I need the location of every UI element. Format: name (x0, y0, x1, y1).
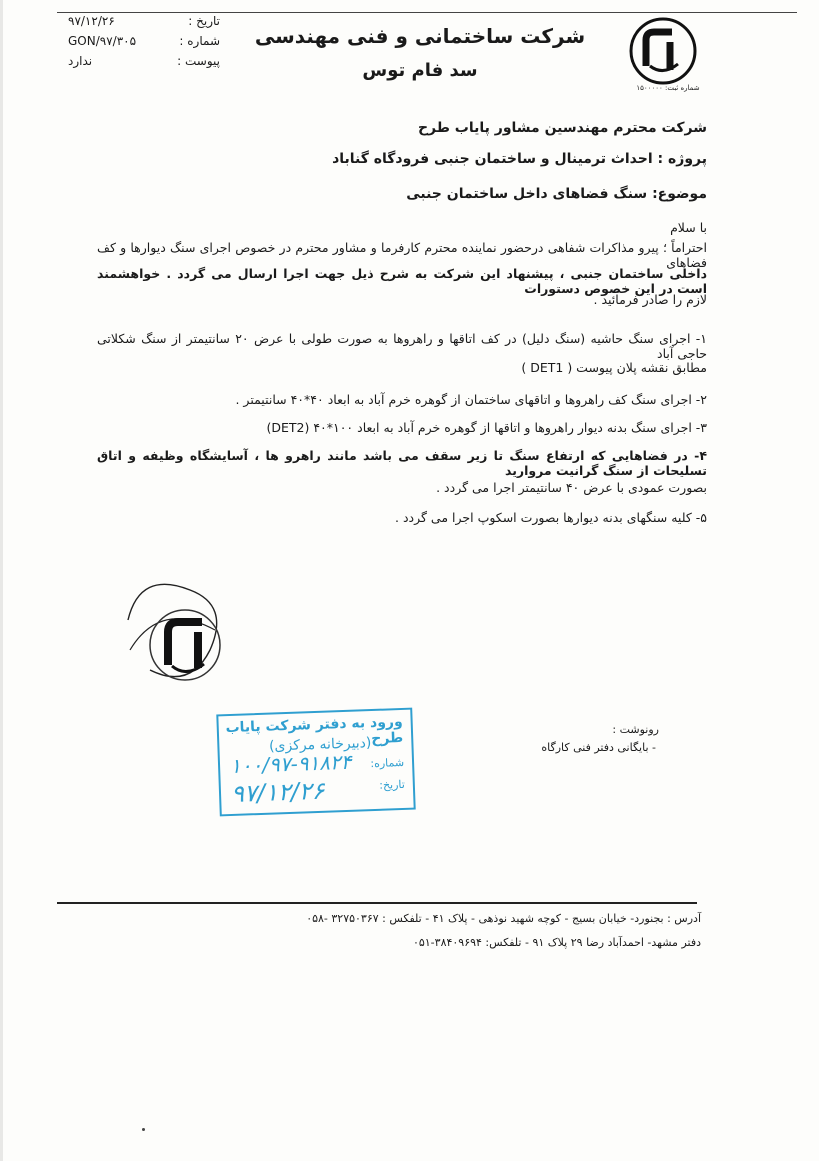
stamp-date-value: ۹۷/۱۲/۲۶ (230, 776, 326, 808)
attachment-row (60, 54, 220, 74)
top-border (57, 12, 797, 13)
intro-line-2: داخلی ساختمان جنبی ، پیشنهاد این شرکت به شرح ذیل جهت اجرا ارسال می گردد . خواهشمند است در این خصوص دستورات (97, 266, 707, 296)
date-row (60, 14, 220, 34)
intro-line-1: احتراماً ؛ پیرو مذاکرات شفاهی درحضور نماینده محترم کارفرما و مشاور محترم در خصوص اجرای سنگ دیوارها و کف فضاهای (97, 240, 707, 270)
recipient: شرکت محترم مهندسین مشاور پایاب طرح (417, 120, 707, 136)
company-subname: سد فام توس (362, 60, 478, 81)
footer-address-2: دفتر مشهد- احمدآباد رضا ۲۹ پلاک ۹۱ - تلفکس: ۳۸۴۰۹۶۹۴-۰۵۱ (412, 936, 701, 949)
number-row (60, 34, 220, 54)
company-name: شرکت ساختمانی و فنی مهندسی (254, 24, 586, 48)
stamp-number-label: شماره: (370, 755, 405, 771)
attachment-label: پیوست : (177, 54, 220, 68)
received-stamp (216, 708, 415, 817)
stamp-date-label: تاریخ: (379, 777, 406, 792)
item-1: ۱- اجرای سنگ حاشیه (سنگ دلیل) در کف اتاقها و راهروها به صورت طولی با عرض ۲۰ سانتیمتر از سنگ شکلاتی حاجی آباد (97, 331, 707, 361)
footer-address-1: آدرس : بجنورد- خیابان بسیج - کوچه شهید نوذهی - پلاک ۴۱ - تلفکس : ۳۲۷۵۰۳۶۷ -۰۵۸ (306, 912, 701, 925)
scan-edge (0, 0, 3, 1161)
date-value: ۹۷/۱۲/۲۶ (68, 14, 115, 28)
item-4: ۴- در فضاهایی که ارتفاع سنگ تا زیر سقف می باشد مانند راهرو ها ، آسایشگاه وظیفه و اتاق تسلیحات از سنگ گرانیت مرواريد (97, 448, 707, 478)
company-logo-icon (628, 16, 698, 86)
item-1-continued: مطابق نقشه پلان پیوست ( DET1 ) (521, 360, 707, 375)
footer-divider (57, 902, 697, 904)
stamp-number-value: ۱۰۰/۹۷-۹۱۸۲۴ (229, 749, 352, 778)
attachment-value: ندارد (68, 54, 93, 68)
letter-meta (60, 14, 220, 74)
item-4-continued: بصورت عمودی با عرض ۴۰ سانتیمتر اجرا می گردد . (436, 480, 707, 495)
cc-item: - بایگانی دفتر فنی کارگاه (541, 741, 656, 754)
item-2: ۲- اجرای سنگ کف راهروها و اتاقهای ساختمان از گوهره خرم آباد به ابعاد ۴۰*۴۰ سانتیمتر . (235, 392, 707, 407)
item-5: ۵- کلیه سنگهای بدنه دیوارها بصورت اسکوپ اجرا می گردد . (395, 510, 707, 525)
number-label: شماره : (179, 34, 220, 48)
signature-seal-icon (120, 560, 250, 700)
greeting: با سلام (670, 220, 707, 235)
cc-label: رونوشت : (612, 723, 659, 736)
logo-caption: شماره ثبت: ۱۵۰۰۰۰۰ (636, 84, 700, 92)
project-line: پروژه : احداث ترمینال و ساختمان جنبی فرودگاه گناباد (332, 151, 707, 167)
stamp-line-2: (دبیرخانه مرکزی) (268, 735, 372, 755)
intro-line-3: لازم را صادر فرمائید . (593, 292, 707, 307)
subject-line: موضوع: سنگ فضاهای داخل ساختمان جنبی (406, 186, 707, 202)
date-label: تاریخ : (188, 14, 220, 28)
stamp-line-1: ورود به دفتر شرکت پایاب طرح (225, 713, 404, 748)
scan-speck (142, 1128, 145, 1131)
item-3: ۳- اجرای سنگ بدنه دیوار راهروها و اتاقها از گوهره خرم آباد به ابعاد ۱۰۰*۴۰ (DET2) (266, 420, 707, 435)
number-value: GON/۹۷/۳۰۵ (68, 34, 137, 48)
